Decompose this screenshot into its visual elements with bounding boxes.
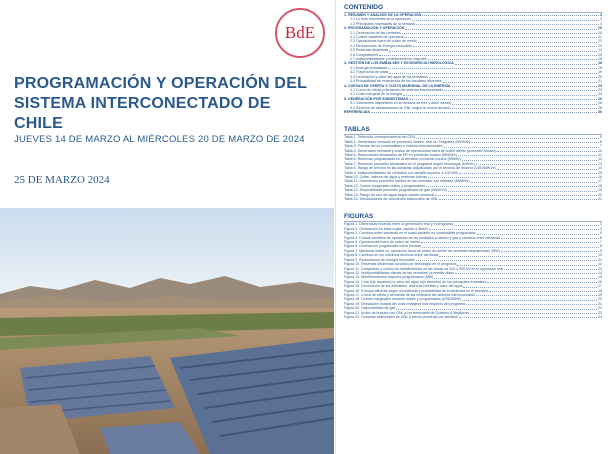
figure-entry-label: Figura 20. Disponibilidad de gas (344, 306, 396, 311)
figure-entry-label: Figura 10. Reservas dinámicas horarias por tecnología en el programa (344, 262, 457, 267)
figure-entry-page: 7 (600, 240, 602, 245)
toc-entry-page: 24 (598, 92, 602, 97)
dot-leader (403, 92, 597, 95)
toc-entry-label: 5.1 Volúmenes disponibles en la ventana de tres y doce meses (350, 101, 451, 106)
table-entry-label: Tabla 12. Costos marginales reales y programados (344, 183, 426, 188)
toc-entry-label: 4. CURVAS DE OFERTA Y COSTO MARGINAL DE LA ENERGÍA (344, 83, 451, 88)
figure-entry-label: Figura 3. Cambios entre semanas en el costo variable no combustible programado (344, 231, 476, 236)
figure-entry-label: Figura 13. Mantenimientos mayores programados (MW) (344, 275, 434, 280)
dot-leader (487, 280, 597, 283)
figure-entry-label: Figura 6. Generación programada como forzada (344, 244, 421, 249)
dot-leader (466, 302, 597, 305)
figures-heading: FIGURAS (344, 213, 602, 222)
dot-leader (416, 22, 599, 25)
dot-leader (471, 179, 597, 182)
table-entry-label: Tabla 11. Generación promedio horaria de las centrales con embalse (MWh/hr) (344, 179, 470, 184)
table-entry-page: 17 (598, 179, 602, 184)
toc-entry-label: 2.2 Costos variables de operación (350, 35, 405, 40)
table-entry-page: 15 (598, 170, 602, 175)
figure-entry-page: 20 (598, 297, 602, 302)
table-entry-page: 12 (598, 157, 602, 162)
table-entry-page: 18 (598, 183, 602, 188)
table-entry-label: Tabla 14. Rango de uso del agua según estado semanal (344, 192, 434, 197)
figure-entry-page: 22 (598, 306, 602, 311)
table-entry-label: Tabla 8. Rango de precios en las subastas adjudicadas por el servicio de reserva (USD/MW-hr) (344, 166, 496, 171)
toc-entry-label: 3.4 Probabilidad de excedencia de los caudales afluentes (350, 79, 442, 84)
contents-list (344, 13, 602, 114)
dot-leader (452, 101, 598, 104)
dot-leader (470, 311, 597, 314)
table-entry-label: Tabla 5. Reducciones semanales de ER en promedio horario (MWh/hr) (344, 152, 457, 157)
report-title: PROGRAMACIÓN Y OPERACIÓN DEL SISTEMA INTERCONECTADO DE CHILE (14, 75, 307, 132)
dot-leader (429, 227, 599, 230)
table-entry-label: Tabla 6. Reservas programadas en la semana: promedio horario (MW/hr) (344, 157, 461, 162)
toc-entry-label: 3.1 Energía embalsada (350, 65, 388, 70)
report-date: 25 DE MARZO 2024 (14, 174, 110, 186)
toc-entry-label: 4.1 Curva de oferta y demanda del sistema interconectado (350, 87, 444, 92)
dot-leader (477, 231, 599, 234)
dot-leader (459, 171, 597, 174)
dot-leader (454, 222, 599, 225)
toc-entry-page: 16 (598, 57, 602, 62)
dot-leader (497, 166, 597, 169)
toc-entry-page: 12 (598, 39, 602, 44)
figure-entry-label: Figura 15. Generación de los embalses, reservas hídricas y valor del agua (344, 284, 463, 289)
toc-entry-label: 2.7 Indisponibilidades y mantenimiento mayores (350, 57, 427, 62)
dot-leader (429, 75, 597, 78)
toc-entry-label: 5. GENERACIÓN POR SUBSISTEMAS (344, 96, 409, 101)
dot-leader (405, 26, 597, 29)
dot-leader (458, 153, 597, 156)
figure-entry-label: Figura 16. Energía afluente según excedencia y probabilidad de excedencia en el deshielo (344, 288, 489, 293)
figure-entry-page: 16 (598, 279, 602, 284)
toc-entry-label: 2.3 Operaciones fuera de orden de mérito (350, 39, 417, 44)
figure-entry-label: Figura 2. Generación en base a gas, carbón y diésel (344, 226, 428, 231)
table-entry-page: 10 (598, 148, 602, 153)
toc-entry-label: 2.4 Reducciones de Energía renovable (350, 43, 413, 48)
toc-entry-page: 21 (598, 79, 602, 84)
figure-entry-page: 4 (600, 226, 602, 231)
dot-leader (379, 53, 597, 56)
toc-entry-label: 1. RESUMEN Y ANÁLISIS DE LA OPERACIÓN (344, 13, 422, 17)
dot-leader (462, 157, 597, 160)
figure-entry-page: 12 (598, 262, 602, 267)
toc-entry-label: 2. PROGRAMACIÓN Y OPERACIÓN (344, 26, 405, 31)
figure-entry-page: 11 (598, 257, 602, 262)
table-entry-page: 16 (598, 175, 602, 179)
dot-leader (501, 249, 599, 252)
figure-entry-label: Figura 11. Congestión y control de transferencias en las líneas de 220 y 500 kV en la operación real (344, 266, 503, 271)
toc-entry-label: 2.5 Reservas dinámicas (350, 48, 389, 53)
dot-leader (413, 44, 597, 47)
logo-text: BdE (284, 23, 316, 42)
toc-entry-page: 23 (598, 83, 602, 88)
table-entry-page: 19 (598, 188, 602, 193)
table-entry-page: 20 (598, 192, 602, 197)
table-entry-label: Tabla 15. Declaraciones de volúmenes adicionales de GNL (344, 197, 439, 202)
toc-entry-page: 26 (598, 96, 602, 101)
toc-entry-page: 10 (598, 26, 602, 31)
table-entry-page: 14 (598, 166, 602, 171)
dot-leader (426, 184, 597, 187)
dot-leader (405, 35, 597, 38)
table-entry-label: Tabla 9. Indisponibilidades de centrales con tamaño superior a 100 MW (344, 170, 458, 175)
toc-entry-page: 18 (598, 61, 602, 66)
toc-entry-page: 30 (598, 109, 602, 114)
report-period: JUEVES 14 DE MARZO AL MIÉRCOLES 20 DE MARZO DE 2024 (14, 134, 305, 145)
dot-leader (416, 258, 597, 261)
figure-entry-page: 8 (600, 244, 602, 249)
toc-entry-page: 3 (600, 21, 602, 26)
figure-entry-page: 3 (600, 222, 602, 227)
toc-entry-page: 14 (598, 48, 602, 53)
toc-entry-label: 1.1 Lo más relevantes de la operación (350, 17, 411, 22)
table-entry-page: 13 (598, 161, 602, 166)
dot-leader (428, 175, 597, 178)
figure-entry-page: 10 (598, 253, 602, 258)
figure-entry-page: 19 (598, 292, 602, 297)
table-entry-label: Tabla 13. Disponibilidad promedio programada de gas (MMm³/d) (344, 188, 447, 193)
toc-entry-page: 23 (598, 87, 602, 92)
figure-entry-label: Figura 5. Operaciones fuera de orden de mérito (344, 240, 420, 245)
toc-entry-label: 5.2 Revisión de declaraciones de GNL según la norma técnica (350, 105, 450, 110)
dot-leader (439, 197, 597, 200)
tables-list (344, 135, 602, 201)
dot-leader (434, 275, 597, 278)
figure-entry-label: Figura 19. Desviación horaria del costo marginal real respecto del programa (344, 301, 466, 306)
table-entry-label: Tabla 4. Generación semanal y costos de operaciones fuera de orden mérito (promedio horario) (344, 148, 497, 153)
dot-leader (489, 289, 597, 292)
table-entry-page: 6 (600, 139, 602, 144)
tables-heading: TABLAS (344, 126, 602, 135)
figure-entry-page: 15 (598, 275, 602, 280)
dot-leader (452, 84, 598, 87)
table-entry-page: 7 (600, 144, 602, 149)
bde-logo (275, 8, 325, 58)
figure-entry-label: Figura 4. Costos variables de operación de las unidades a carbón y gas y cambios entre semanas (344, 235, 501, 240)
figure-entry-label: Figura 17. Curva de oferta y demanda de las centrales del sistema interconectado (344, 292, 475, 297)
figure-entry-page: 9 (600, 248, 602, 253)
dot-leader (388, 66, 597, 69)
toc-entry-label: 3.2 Trayectoria de cotas (350, 70, 389, 75)
dot-leader (421, 240, 599, 243)
dot-leader (402, 31, 597, 34)
figure-entry-page: 24 (598, 314, 602, 319)
dot-leader (457, 262, 597, 265)
figure-entry-label: Figura 18. Costos marginales horarios reales y programados (USD/MWh) (344, 297, 462, 302)
toc-entry-page: 10 (598, 30, 602, 35)
dot-leader (428, 57, 597, 60)
table-entry-label: Tabla 3. Precios de los combustibles e índices internacionales (344, 144, 443, 149)
dot-leader (418, 39, 597, 42)
toc-entry-label: REFERENCIAS (344, 109, 370, 114)
dot-leader (435, 193, 597, 196)
figure-entry-label: Figura 14. Cota (eje izquierdo) y valor del agua (eje derecho) de los principales embalses (344, 279, 487, 284)
figures-list (344, 222, 602, 319)
table-entry-label: Tabla 2. Generación semanal en promedio horario: real vs. Programa (MWh/hr) (344, 139, 471, 144)
dot-leader (444, 144, 599, 147)
dot-leader (455, 61, 597, 64)
dot-leader (443, 79, 597, 82)
dot-leader (416, 135, 599, 138)
table-entry-label: Tabla 10. Cotas, valores del agua y reservas futuras (344, 175, 427, 179)
figure-entry-page: 6 (600, 235, 602, 240)
dot-leader (501, 236, 599, 239)
dot-leader (463, 284, 597, 287)
table-entry-page: 21 (598, 197, 602, 202)
toc-entry-label: 3. GESTIÓN DE LOS EMBALSES Y EXCEDENCIA HIDROLÓGICA (344, 61, 454, 66)
toc-entry-page: 15 (598, 52, 602, 57)
figure-entry-page: 18 (598, 288, 602, 293)
toc-entry-page: 28 (598, 105, 602, 110)
figure-entry-label: Figura 8. Cambios en los máximos técnicos entre semanas (344, 253, 439, 258)
dot-leader (409, 97, 597, 100)
figure-entry-page: 23 (598, 310, 602, 315)
table-entry-page: 5 (600, 135, 602, 140)
dot-leader (396, 306, 597, 309)
solar-plant-photo (0, 208, 334, 454)
toc-entry-label: 2.6 Congestiones (350, 52, 378, 57)
dot-leader (450, 106, 597, 109)
dot-leader (371, 110, 597, 113)
figure-entry-label: Figura 12. Indisponibilidades diarias de las centrales: promedio diario (344, 270, 455, 275)
figure-entry-page: 17 (598, 284, 602, 289)
dot-leader (471, 140, 599, 143)
dot-leader (444, 88, 597, 91)
figure-entry-page: 14 (598, 270, 602, 275)
table-entry-label: Tabla 1. Selección correspondencia del CEN (344, 135, 416, 140)
figure-entry-page: 21 (598, 301, 602, 306)
figure-entry-label: Figura 9. Reducciones de energía renovable (344, 257, 415, 262)
figure-entry-label: Figura 1. Diferencias horarias entre la generación real y el programa (344, 222, 453, 227)
figure-entry-label: Figura 21. Arribo de buques con GNL a los terminales de Quintero y Mejillones (344, 310, 470, 315)
dot-leader (412, 17, 599, 20)
dot-leader (422, 244, 599, 247)
dot-leader (459, 315, 597, 318)
dot-leader (476, 162, 597, 165)
dot-leader (389, 70, 597, 73)
toc-entry-page: 11 (598, 35, 602, 40)
table-entry-label: Tabla 7. Reservas promedio semanales en el programa según tecnología (MW/hr) (344, 161, 475, 166)
toc-entry-label: 1.2 Principales novedades de la semana (350, 21, 415, 26)
dot-leader (422, 13, 599, 16)
toc-entry-page: 13 (598, 43, 602, 48)
toc-entry-label: 2.1 Generación de las centrales (350, 30, 401, 35)
figure-entry-page: 13 (598, 266, 602, 271)
dot-leader (476, 293, 597, 296)
dot-leader (455, 271, 597, 274)
table-of-contents (335, 0, 608, 454)
toc-entry-label: 3.3 Generación y valor del agua de los embalses (350, 74, 428, 79)
figure-entry[interactable] (344, 315, 602, 319)
dot-leader (497, 149, 597, 152)
dot-leader (504, 267, 597, 270)
toc-entry-page: 3 (600, 13, 602, 17)
toc-entry-page: 3 (600, 17, 602, 22)
toc-entry-page: 26 (598, 101, 602, 106)
dot-leader (439, 253, 597, 256)
toc-entry-page: 20 (598, 74, 602, 79)
table-entry-page: 11 (598, 152, 602, 157)
figure-entry-page: 5 (600, 231, 602, 236)
figure-entry-label: Figura 7. Máximos reales vs. operación fuera de orden de mérito de centrales despachadas (MW) (344, 248, 500, 253)
toc-entry-page: 18 (598, 65, 602, 70)
contents-heading: CONTENIDO (344, 4, 602, 13)
toc-entry-label: 4.2 Costo marginal de la energía (350, 92, 403, 97)
dot-leader (448, 188, 597, 191)
dot-leader (462, 297, 597, 300)
dot-leader (389, 48, 597, 51)
toc-entry-page: 19 (598, 70, 602, 75)
figure-entry-label: Figura 22. Compras adicionales de GNL y precio promedio por semana (344, 314, 458, 319)
